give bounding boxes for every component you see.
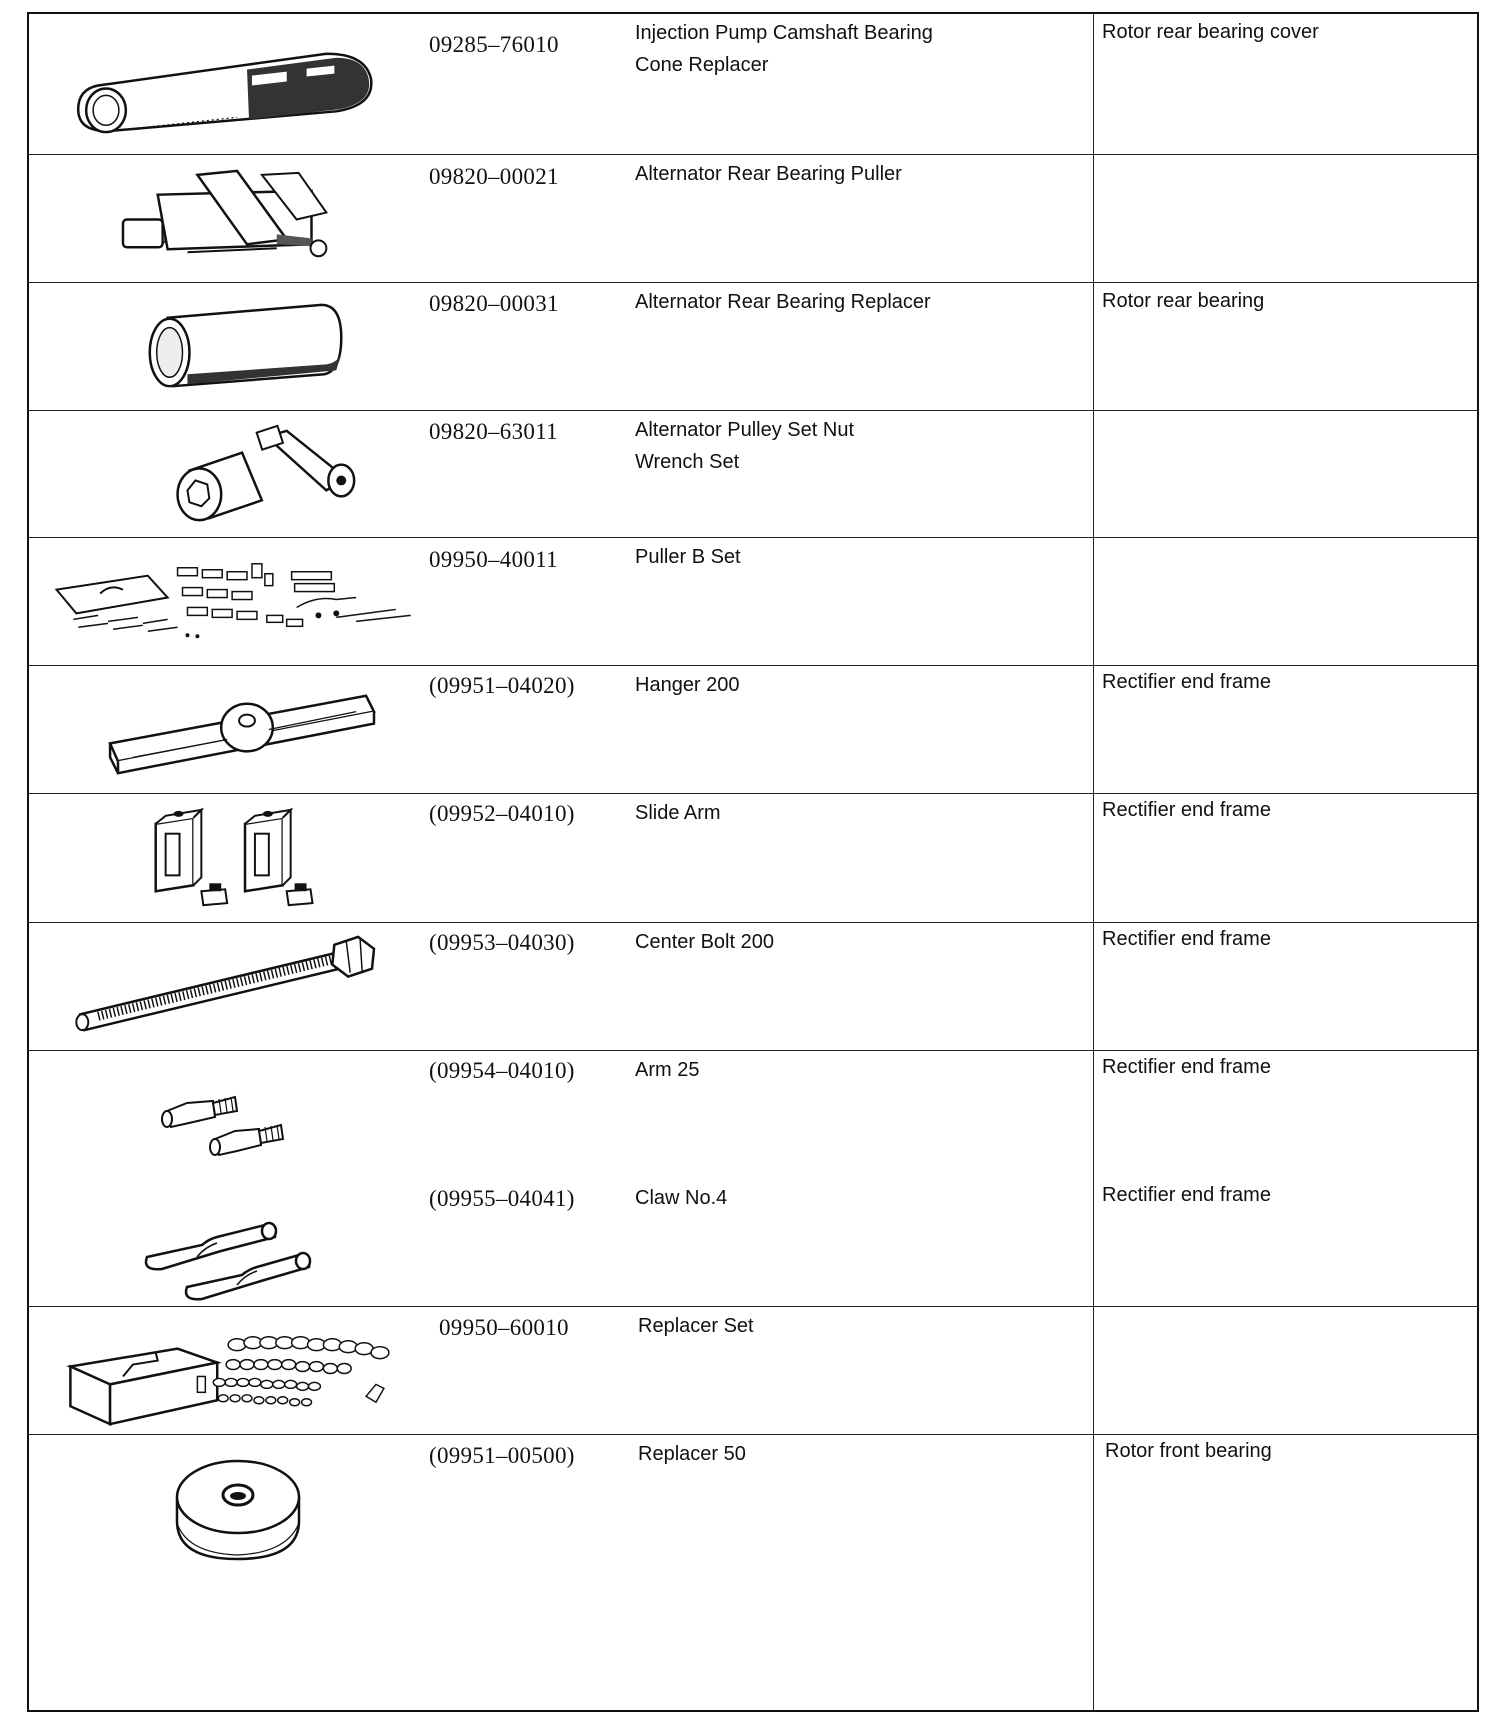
bearing-puller-icon <box>37 155 457 282</box>
tool-usage: Rectifier end frame <box>1102 928 1271 950</box>
tool-name: Injection Pump Camshaft Bearing Cone Replacer <box>635 22 933 76</box>
tool-usage: Rotor rear bearing cover <box>1102 21 1319 43</box>
replacer-disc-icon <box>37 1435 457 1585</box>
part-number: 09820–00031 <box>429 291 559 316</box>
tool-name: Hanger 200 <box>635 674 740 696</box>
tool-name: Arm 25 <box>635 1059 700 1081</box>
center-bolt-icon <box>37 923 457 1050</box>
tool-name: Slide Arm <box>635 802 721 824</box>
table-row <box>29 923 1477 1051</box>
table-row <box>29 1307 1477 1435</box>
part-number: (09953–04030) <box>429 930 575 955</box>
part-number: 09950–60010 <box>439 1315 569 1340</box>
table-row <box>29 1435 1477 1710</box>
tool-name: Puller B Set <box>635 546 741 568</box>
tool-name: Alternator Rear Bearing Puller <box>635 163 902 185</box>
table-row <box>29 666 1477 794</box>
tool-name: Claw No.4 <box>635 1187 728 1209</box>
tool-usage: Rectifier end frame <box>1102 1184 1271 1206</box>
bearing-cone-replacer-icon <box>37 14 457 154</box>
table-row <box>29 283 1477 411</box>
table-row <box>29 411 1477 538</box>
part-number: (09954–04010) <box>429 1058 575 1083</box>
part-number: (09955–04041) <box>429 1186 575 1211</box>
table-row <box>29 14 1477 155</box>
table-row <box>29 1051 1477 1307</box>
part-number: 09950–40011 <box>429 547 558 572</box>
part-number: 09285–76010 <box>429 32 559 57</box>
wrench-set-icon <box>37 411 457 537</box>
part-number: 09820–63011 <box>429 419 558 444</box>
tool-name: Replacer Set <box>638 1315 754 1337</box>
tool-usage: Rectifier end frame <box>1102 799 1271 821</box>
tool-name: Center Bolt 200 <box>635 931 774 953</box>
tool-usage: Rotor rear bearing <box>1102 290 1265 312</box>
tool-name: Alternator Pulley Set Nut Wrench Set <box>635 419 854 473</box>
special-tools-table <box>27 12 1479 1712</box>
puller-set-icon <box>37 538 457 665</box>
part-number: (09951–00500) <box>429 1443 575 1468</box>
table-row <box>29 794 1477 923</box>
tool-usage: Rectifier end frame <box>1102 671 1271 693</box>
hanger-icon <box>37 666 457 793</box>
slide-arm-icon <box>37 794 457 922</box>
arm-icon <box>37 1051 457 1179</box>
part-number: 09820–00021 <box>429 164 559 189</box>
part-number: (09951–04020) <box>429 673 575 698</box>
replacer-set-icon <box>37 1307 457 1434</box>
bearing-replacer-icon <box>37 283 457 410</box>
table-row <box>29 538 1477 666</box>
tool-usage: Rectifier end frame <box>1102 1056 1271 1078</box>
table-row <box>29 155 1477 283</box>
claw-icon <box>37 1179 457 1307</box>
tool-usage: Rotor front bearing <box>1105 1440 1272 1462</box>
part-number: (09952–04010) <box>429 801 575 826</box>
tool-name: Replacer 50 <box>638 1443 746 1465</box>
tool-name: Alternator Rear Bearing Replacer <box>635 291 931 313</box>
